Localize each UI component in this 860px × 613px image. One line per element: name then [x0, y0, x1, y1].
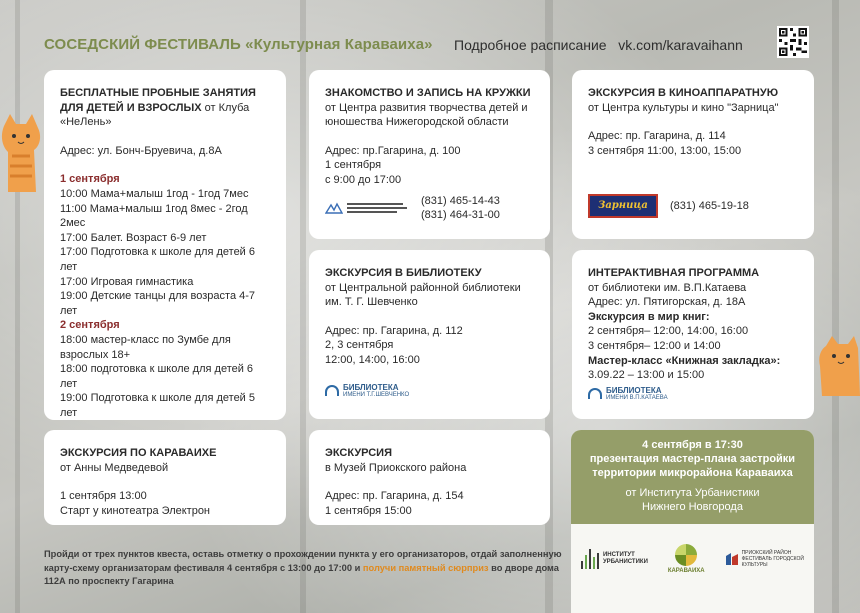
card-address: Адрес: пр.Гагарина, д. 100 — [325, 144, 461, 157]
card-organizer: от Центра развития творчества детей и — [325, 101, 528, 114]
card-organizer: от библиотеки им. В.П.Катаева — [588, 281, 747, 294]
qr-code-icon[interactable] — [777, 26, 809, 58]
festival-logo-text: ПРИОКСКИЙ РАЙОН — [741, 550, 792, 556]
cat-right-icon — [812, 336, 860, 396]
card-time: 12:00, 14:00, 16:00 — [325, 353, 420, 366]
card-club-nelen — [44, 70, 286, 420]
card-interactive — [572, 250, 814, 419]
festival-logo-text: КУЛЬТУРЫ — [741, 562, 768, 568]
schedule-item: 19:00 Подготовка к школе для детей 5 лет — [60, 392, 256, 419]
card-place: Старт у кинотеатра Электрон — [60, 504, 211, 517]
partner-logos — [571, 544, 814, 574]
quest-note-text: Пройди от трех пунктов квеста, оставь отметку о прохождении пункта у его организаторов, отдай заполненную карту-схему организаторам фестиваля 4 сентября с 13:00 до 17:00 и — [44, 549, 562, 573]
card-datetime: 3 сентября 11:00, 13:00, 15:00 — [588, 144, 742, 157]
background-tree — [832, 0, 839, 613]
schedule-item: 17:00 Подготовка к школе для детей 6 лет — [60, 246, 256, 273]
schedule-item: 19:00 Детские танцы для возраста 4-7 лет — [60, 290, 256, 317]
card-organizer: в Музей Приокского района — [325, 461, 467, 474]
day-heading: 1 сентября — [60, 173, 120, 186]
card-address: Адрес: пр. Гагарина, д. 112 — [325, 324, 463, 337]
library-shevchenko-logo — [325, 382, 417, 400]
program-subheading: Мастер-класс «Книжная закладка»: — [588, 354, 781, 367]
schedule-item: 17:00 Игровая гимнастика — [60, 275, 194, 288]
karavaiha-logo-icon — [675, 544, 697, 566]
card-title: ЭКСКУРСИЯ — [325, 447, 392, 459]
card-title: ИНТЕРАКТИВНАЯ ПРОГРАММА — [588, 267, 760, 279]
card-time: с 9:00 до 17:00 — [325, 173, 402, 186]
urbanistics-logo-text: УРБАНИСТИКИ — [602, 559, 648, 565]
library-logo-title: БИБЛИОТЕКА — [606, 385, 662, 395]
schedule-link[interactable]: vk.com/karavaihann — [618, 37, 743, 53]
card-organizer: от Анны Медведевой — [60, 461, 169, 474]
card-address: Адрес: пр. Гагарина, д. 114 — [588, 130, 726, 143]
card-address: Адрес: ул. Пятигорская, д. 18А — [588, 296, 746, 309]
program-subheading: Экскурсия в мир книг: — [588, 310, 710, 323]
phone-number[interactable]: (831) 464-31-00 — [421, 209, 500, 222]
program-line: 3 сентября– 12:00 и 14:00 — [588, 339, 721, 352]
card-title: ЭКСКУРСИЯ В КИНОАППАРАТНУЮ — [588, 87, 779, 99]
schedule-item: 18:00 подготовка к школе для детей 6 лет — [60, 363, 254, 390]
quest-note-highlight: получи памятный сюрприз — [362, 562, 489, 573]
cat-left-icon — [0, 112, 48, 198]
urbanistics-logo-text: ИНСТИТУТ — [602, 552, 635, 558]
card-cinema — [572, 70, 814, 239]
card-library — [309, 250, 550, 419]
schedule-item: 11:00 Мама+малыш 1год 8мес - 2год 2мес — [60, 202, 248, 230]
card-organizer: от Клуба «НеЛень» — [60, 101, 250, 129]
card-address: Адрес: пр. Гагарина, д. 154 — [325, 490, 464, 503]
presentation-organizer: Нижнего Новгорода — [642, 501, 743, 513]
library-kataev-logo — [588, 385, 680, 403]
card-organizer: от Центра культуры и кино "Зарница" — [588, 101, 779, 114]
card-date: 2, 3 сентября — [325, 339, 394, 352]
library-logo-icon — [325, 385, 339, 396]
card-title: ЭКСКУРСИЯ В БИБЛИОТЕКУ — [325, 267, 482, 279]
background-tree — [15, 0, 20, 613]
background-tree — [300, 0, 306, 613]
card-address: Адрес: ул. Бонч-Бруевича, д.8А — [60, 144, 222, 157]
library-logo-title: БИБЛИОТЕКА — [343, 382, 399, 392]
card-karavaiha-tour — [44, 430, 286, 525]
library-logo-icon — [588, 388, 602, 399]
card-datetime: 1 сентября 15:00 — [325, 504, 412, 517]
quest-note-text: во дворе дома 112А по проспекту Гагарина — [44, 562, 559, 586]
crt-logo — [325, 199, 411, 217]
urbanistics-logo — [581, 549, 648, 569]
card-organizer: им. Т. Г. Шевченко — [325, 296, 418, 309]
library-logo-subtitle: ИМЕНИ Т.Г.ШЕВЧЕНКО — [343, 391, 410, 398]
program-line: 3.09.22 – 13:00 и 15:00 — [588, 369, 705, 382]
card-museum — [309, 430, 550, 525]
presentation-organizer: от Института Урбанистики — [625, 487, 760, 499]
presentation-date: 4 сентября в 17:30 — [642, 439, 743, 451]
presentation-title: презентация мастер-плана застройки — [589, 453, 796, 465]
day-heading: 2 сентября — [60, 319, 120, 332]
festival-title: СОСЕДСКИЙ ФЕСТИВАЛЬ «Культурная Караваиха» — [44, 36, 433, 53]
card-title: ЗНАКОМСТВО И ЗАПИСЬ НА КРУЖКИ — [325, 87, 531, 99]
card-datetime: 1 сентября 13:00 — [60, 490, 147, 503]
zarnitsa-logo: Зарница — [588, 194, 658, 218]
card-presentation — [571, 430, 814, 613]
presentation-header — [571, 430, 814, 524]
card-organizer: от Центральной районной библиотеки — [325, 281, 521, 294]
festival-logo — [725, 550, 804, 568]
karavaiha-logo-text: КАРАВАИХА — [667, 568, 705, 574]
phone-number[interactable]: (831) 465-14-43 — [421, 194, 500, 207]
phone-block — [421, 194, 500, 223]
karavaiha-logo — [668, 544, 705, 574]
festival-logo-icon — [725, 552, 739, 566]
card-organizer: юношества Нижегородской области — [325, 116, 509, 129]
contact-row — [588, 194, 800, 218]
library-logo-subtitle: ИМЕНИ В.П.КАТАЕВА — [606, 394, 668, 401]
schedule-item: 18:00 мастер-класс по Зумбе для взрослых 18+ — [60, 333, 231, 361]
schedule-item: 17:00 Балет. Возраст 6-9 лет — [60, 231, 207, 244]
card-date: 1 сентября — [325, 159, 382, 172]
schedule-label: Подробное расписание — [454, 37, 607, 53]
festival-logo-text: ФЕСТИВАЛЬ ГОРОДСКОЙ — [741, 556, 805, 562]
card-title-line — [60, 86, 272, 130]
crt-logo-icon — [325, 202, 343, 214]
schedule-item: 10:00 Мама+малыш 1год - 1год 7мес — [60, 187, 249, 200]
contact-row — [325, 194, 536, 223]
presentation-title: территории микрорайона Караваиха — [592, 467, 793, 479]
header — [44, 36, 824, 58]
urbanistics-logo-icon — [581, 549, 599, 569]
schedule-line — [454, 37, 743, 53]
phone-number[interactable]: (831) 465-19-18 — [670, 200, 749, 213]
program-line: 2 сентября– 12:00, 14:00, 16:00 — [588, 325, 749, 338]
quest-note — [44, 548, 564, 589]
crt-logo-text — [347, 203, 407, 213]
card-circles — [309, 70, 550, 239]
card-title: БЕСПЛАТНЫЕ ПРОБНЫЕ ЗАНЯТИЯ ДЛЯ ДЕТЕЙ И ВЗРОСЛЫХ — [60, 87, 256, 114]
card-title: ЭКСКУРСИЯ ПО КАРАВАИХЕ — [60, 447, 217, 459]
